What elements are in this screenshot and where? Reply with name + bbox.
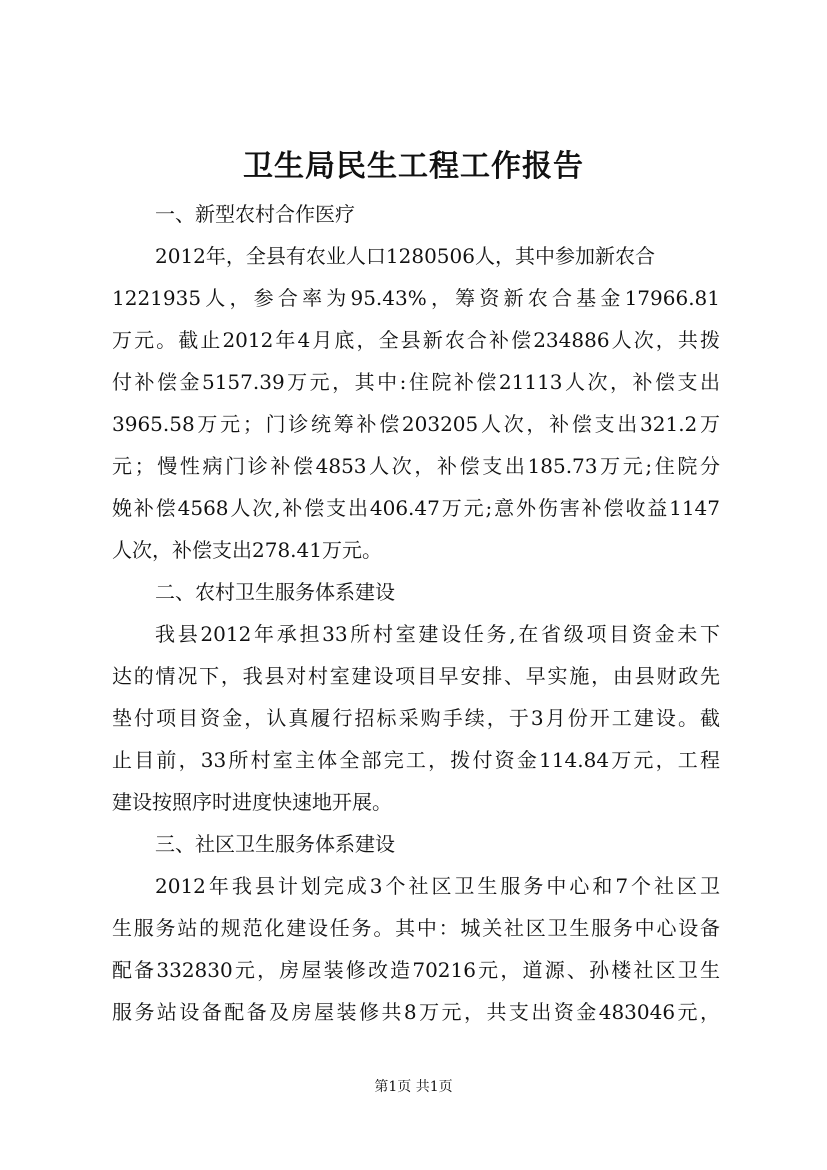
paragraph-line: 服务站设备配备及房屋装修共8万元，共支出资金483046元，: [112, 1000, 720, 1024]
paragraph-line: 建设按照序时进度快速地开展。: [112, 790, 392, 814]
paragraph-line: 止目前，33所村室主体全部完工，拨付资金114.84万元，工程: [112, 748, 720, 772]
paragraph-line: 付补偿金5157.39万元，其中:住院补偿21113人次，补偿支出: [112, 370, 720, 394]
paragraph-line: 3965.58万元；门诊统筹补偿203205人次，补偿支出321.2万: [112, 412, 720, 436]
paragraph-line: 娩补偿4568人次,补偿支出406.47万元;意外伤害补偿收益1147: [112, 496, 720, 520]
section-heading-3: 三、社区卫生服务体系建设: [155, 832, 395, 856]
paragraph-line: 达的情况下，我县对村室建设项目早安排、早实施，由县财政先: [112, 664, 720, 688]
section-heading-2: 二、农村卫生服务体系建设: [155, 580, 395, 604]
paragraph-line: 垫付项目资金，认真履行招标采购手续，于3月份开工建设。截: [112, 706, 720, 730]
paragraph-line: 人次，补偿支出278.41万元。: [112, 538, 382, 562]
paragraph-line: 2012年，全县有农业人口1280506人，其中参加新农合: [155, 244, 655, 268]
paragraph-line: 配备332830元，房屋装修改造70216元，道源、孙楼社区卫生: [112, 958, 720, 982]
paragraph-line: 2012年我县计划完成3个社区卫生服务中心和7个社区卫: [155, 874, 720, 898]
paragraph-line: 元；慢性病门诊补偿4853人次，补偿支出185.73万元;住院分: [112, 454, 720, 478]
paragraph-line: 万元。截止2012年4月底，全县新农合补偿234886人次，共拨: [112, 328, 720, 352]
document-title: 卫生局民生工程工作报告: [243, 149, 584, 184]
section-heading-1: 一、新型农村合作医疗: [155, 202, 355, 226]
paragraph-line: 我县2012年承担33所村室建设任务,在省级项目资金未下: [155, 622, 720, 646]
page-number-footer: 第1页 共1页: [374, 1079, 453, 1095]
paragraph-line: 1221935人，参合率为95.43%，筹资新农合基金17966.81: [112, 286, 720, 310]
paragraph-line: 生服务站的规范化建设任务。其中：城关社区卫生服务中心设备: [112, 916, 720, 940]
